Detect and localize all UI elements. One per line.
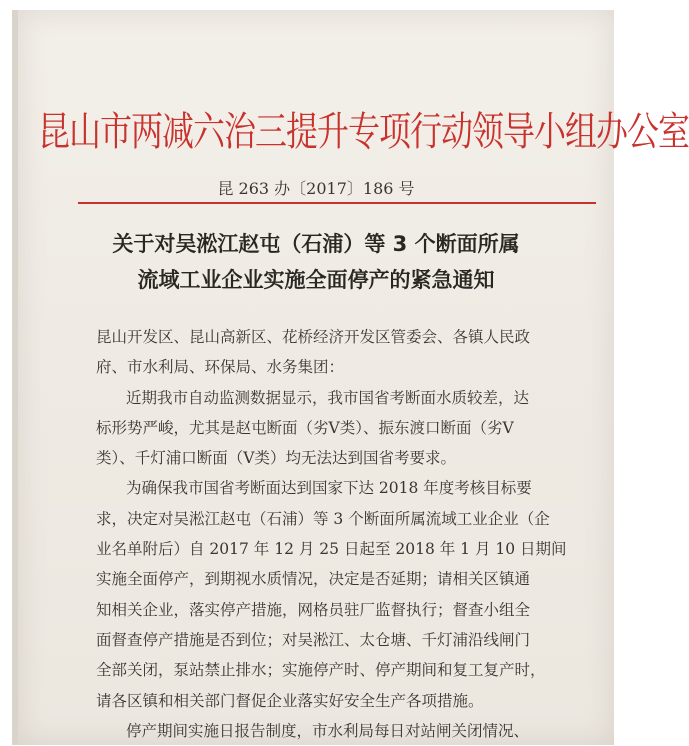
- document-number: 昆 263 办〔2017〕186 号: [217, 179, 415, 198]
- body-line-2: 府、市水利局、环保局、水务集团：: [96, 358, 345, 377]
- body-line-9: 实施全面停产，到期视水质情况，决定是否延期；请相关区镇通: [96, 570, 531, 589]
- body-line-12: 全部关闭，泵站禁止排水；实施停产时、停产期间和复工复产时，: [96, 661, 546, 680]
- body-line-10: 知相关企业，落实停产措施，网格员驻厂监督执行；督查小组全: [96, 600, 531, 619]
- body-line-14: 停产期间实施日报告制度，市水利局每日对站闸关闭情况、: [126, 721, 530, 740]
- body-line-5: 类）、千灯浦口断面（Ⅴ类）均无法达到国省考要求。: [96, 449, 456, 468]
- body-line-3: 近期我市自动监测数据显示，我市国省考断面水质较差，达: [126, 388, 530, 407]
- body-line-7: 求，决定对吴淞江赵屯（石浦）等 3 个断面所属流域工业企业（企: [96, 509, 550, 528]
- body-line-8: 业名单附后）自 2017 年 12 月 25 日起至 2018 年 1 月 10 日期间: [96, 540, 567, 559]
- body-line-13: 请各区镇和相关部门督促企业落实好安全生产各项措施。: [96, 691, 484, 710]
- document-body: [96, 322, 596, 746]
- body-line-1: 昆山开发区、昆山高新区、花桥经济开发区管委会、各镇人民政: [96, 328, 531, 346]
- document-title-line-1: 关于对吴淞江赵屯（石浦）等 3 个断面所属: [112, 232, 520, 256]
- body-line-4: 标形势严峻，尤其是赵屯断面（劣Ⅴ类）、振东渡口断面（劣Ⅴ: [96, 418, 514, 437]
- document-paper: [12, 10, 689, 745]
- red-divider-rule: [78, 202, 596, 204]
- document-title-line-2: 流域工业企业实施全面停产的紧急通知: [137, 268, 495, 292]
- body-line-11: 面督查停产措施是否到位；对吴淞江、太仓塘、千灯浦沿线闸门: [96, 630, 531, 649]
- body-line-6: 为确保我市国省考断面达到国家下达 2018 年度考核目标要: [126, 479, 532, 498]
- issuer-header: 昆山市两减六治三提升专项行动领导小组办公室: [38, 107, 689, 155]
